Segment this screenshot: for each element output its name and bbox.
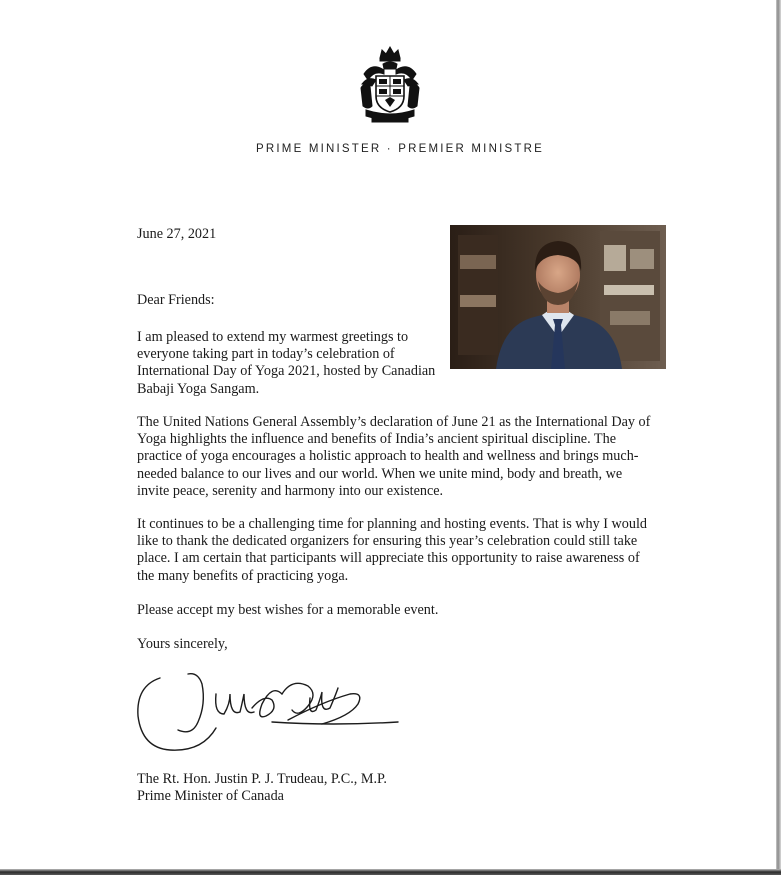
- signatory-title: Prime Minister of Canada: [137, 788, 284, 805]
- paragraph-2: The United Nations General Assembly’s declaration of June 21 as the International Day of Yoga highlights the influence and benefits of India’s ancient spiritual discipline. The practice of yoga encourages a holistic approach to health and wellness and brings much-needed balance to our lives and our world. When we unite mind, body and breath, we invite peace, serenity and harmony into our existence.: [137, 414, 651, 499]
- letterhead-office: PRIME MINISTER · PREMIER MINISTRE: [256, 143, 544, 155]
- portrait-photo: [450, 225, 666, 369]
- signatory-name: The Rt. Hon. Justin P. J. Trudeau, P.C., M.P.: [137, 771, 387, 787]
- signature-block: [137, 771, 387, 805]
- salutation: Dear Friends:: [137, 292, 215, 308]
- page-edge-bottom: [0, 869, 781, 875]
- closing: Yours sincerely,: [137, 636, 228, 652]
- paragraph-1: I am pleased to extend my warmest greetings to everyone taking part in today’s celebration of International Day of Yoga 2021, hosted by Canadian Babaji Yoga Sangam.: [137, 329, 436, 397]
- coat-of-arms-icon: [358, 44, 422, 126]
- paragraph-3: It continues to be a challenging time for planning and hosting events. That is why I would like to thank the dedicated organizers for ensuring this year’s celebration could still take place. I am certain that participants will appreciate this opportunity to raise awareness of the many benefits of practicing yoga.: [137, 516, 647, 584]
- paragraph-4: Please accept my best wishes for a memorable event.: [137, 602, 439, 618]
- page-edge-right: [776, 0, 781, 875]
- handwritten-signature: [132, 664, 404, 754]
- letter-date: June 27, 2021: [137, 226, 217, 242]
